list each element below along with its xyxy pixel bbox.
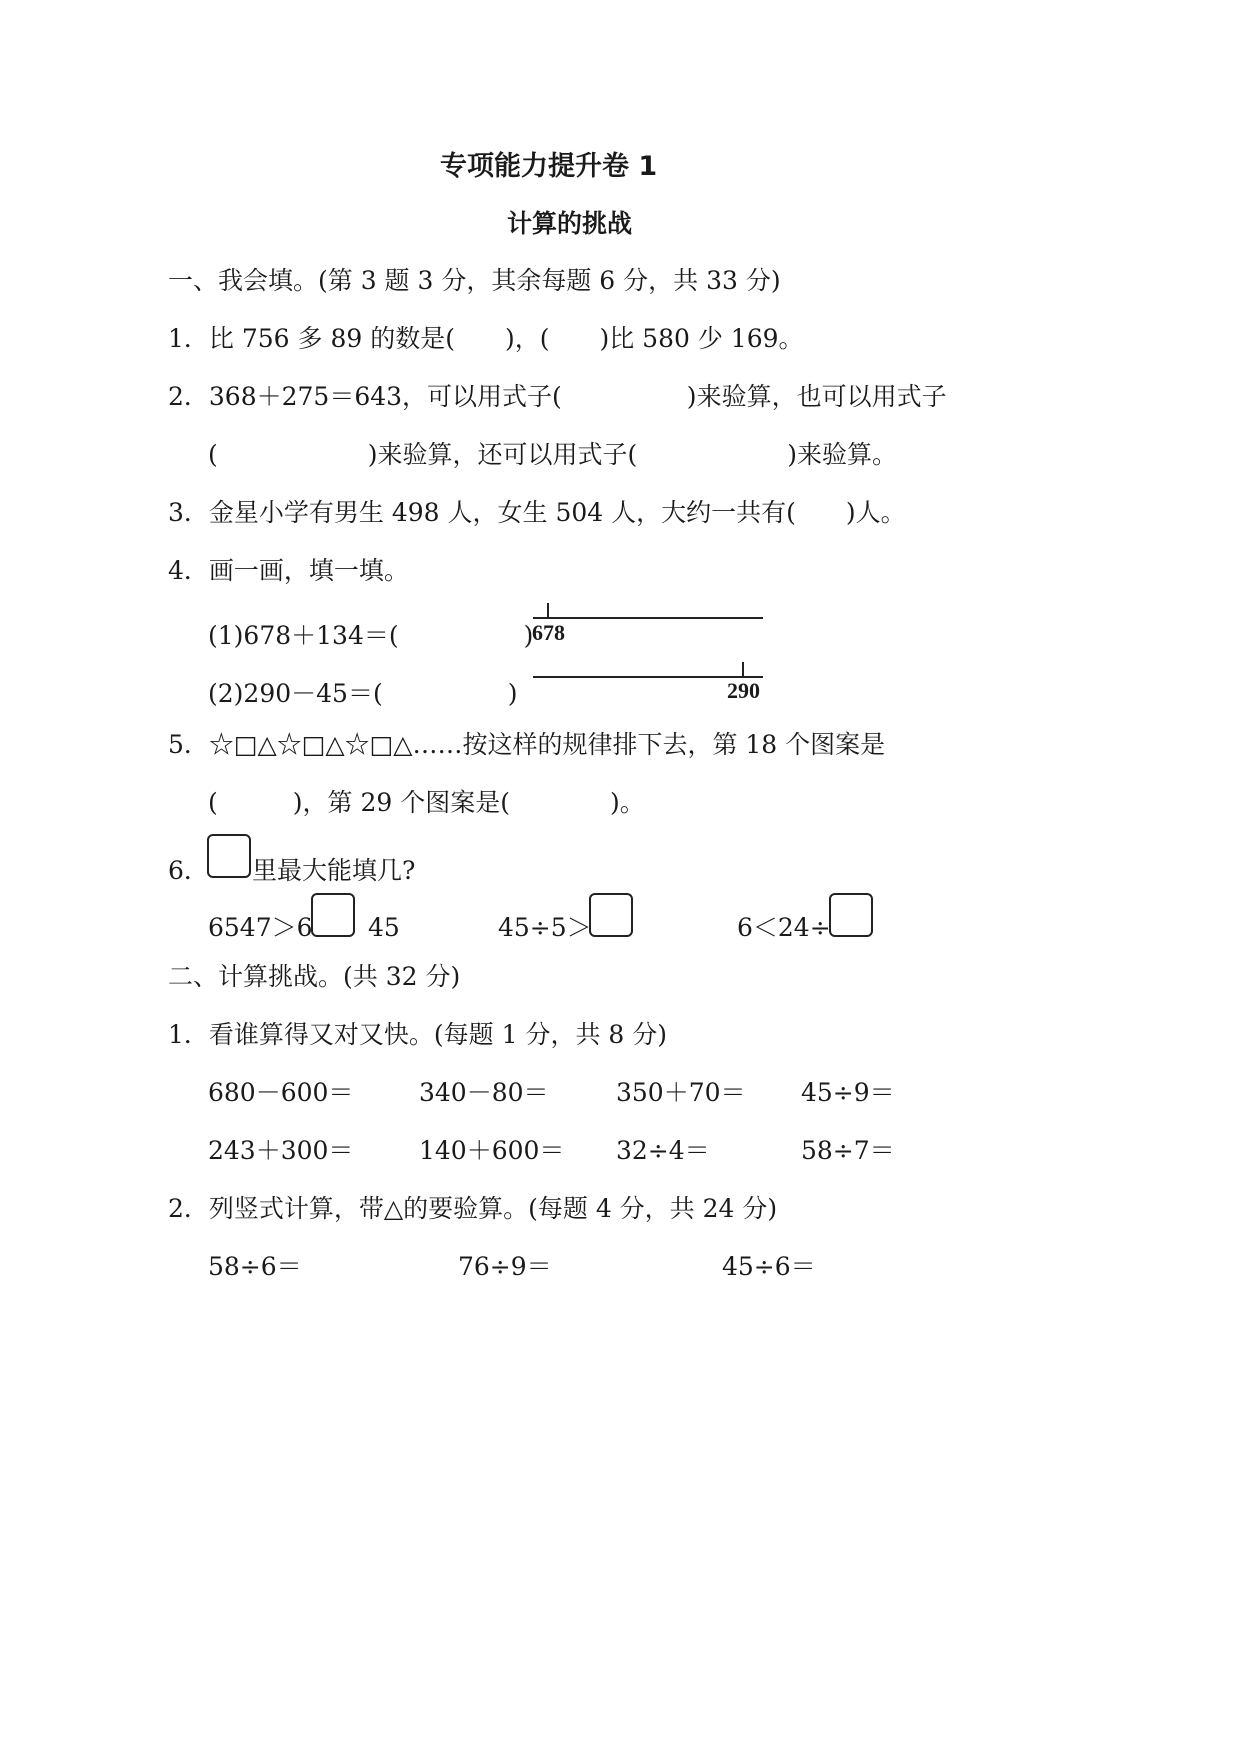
- answer-box-b: [589, 893, 633, 937]
- inequality-c: 6＜24÷: [737, 913, 831, 942]
- section-two-heading: 二、计算挑战。(共 32 分): [168, 962, 461, 991]
- question-1-3: 3．金星小学有男生 498 人，女生 504 人，大约一共有( )人。: [168, 498, 906, 527]
- section-one-heading: 一、我会填。(第 3 题 3 分，其余每题 6 分，共 33 分): [168, 266, 781, 295]
- calc-1-3: 350＋70＝: [616, 1078, 746, 1107]
- number-line-2-label: 290: [727, 678, 760, 703]
- answer-box: [207, 834, 251, 878]
- question-1-2-line2: ( )来验算，还可以用式子( )来验算。: [208, 440, 898, 469]
- question-1-5-line2: ( )，第 29 个图案是( )。: [208, 788, 645, 817]
- question-1-4-part1: (1)678＋134＝( ): [208, 621, 534, 650]
- calc-1-4: 45÷9＝: [801, 1078, 895, 1107]
- calc-2-1: 243＋300＝: [208, 1136, 354, 1165]
- page-subtitle: 计算的挑战: [507, 209, 633, 238]
- vertical-calc-3: 45÷6＝: [722, 1252, 816, 1281]
- calc-2-4: 58÷7＝: [801, 1136, 895, 1165]
- vertical-calc-1: 58÷6＝: [208, 1252, 302, 1281]
- calc-2-3: 32÷4＝: [616, 1136, 710, 1165]
- answer-box-c: [829, 893, 873, 937]
- number-line-2-tick: [742, 662, 744, 677]
- question-1-4: 4．画一画，填一填。: [168, 556, 409, 585]
- question-1-6-text: 里最大能填几?: [252, 856, 416, 885]
- question-1-6-number: 6．: [168, 856, 209, 885]
- calc-1-1: 680－600＝: [208, 1078, 354, 1107]
- question-1-5-line1: 5．☆□△☆□△☆□△……按这样的规律排下去，第 18 个图案是: [168, 730, 886, 759]
- question-1-4-part2: (2)290－45＝( ): [208, 679, 518, 708]
- page-title: 专项能力提升卷 1: [440, 151, 658, 182]
- number-line-1-tick: [547, 603, 549, 618]
- question-1-2-line1: 2．368＋275＝643，可以用式子( )来验算，也可以用式子: [168, 382, 947, 411]
- answer-box-a: [311, 893, 355, 937]
- inequality-a-right: 45: [368, 913, 400, 942]
- vertical-calc-2: 76÷9＝: [458, 1252, 552, 1281]
- number-line-1-label: 678: [532, 620, 565, 645]
- calc-1-2: 340－80＝: [419, 1078, 549, 1107]
- inequality-b: 45÷5＞: [498, 913, 592, 942]
- question-1-1: 1．比 756 多 89 的数是( )，( )比 580 少 169。: [168, 324, 804, 353]
- calc-2-2: 140＋600＝: [419, 1136, 565, 1165]
- question-2-2: 2．列竖式计算，带△的要验算。(每题 4 分，共 24 分): [168, 1194, 778, 1223]
- number-line-1-segment: [533, 617, 763, 619]
- inequality-a-left: 6547＞6: [208, 913, 313, 942]
- question-2-1: 1．看谁算得又对又快。(每题 1 分，共 8 分): [168, 1020, 668, 1049]
